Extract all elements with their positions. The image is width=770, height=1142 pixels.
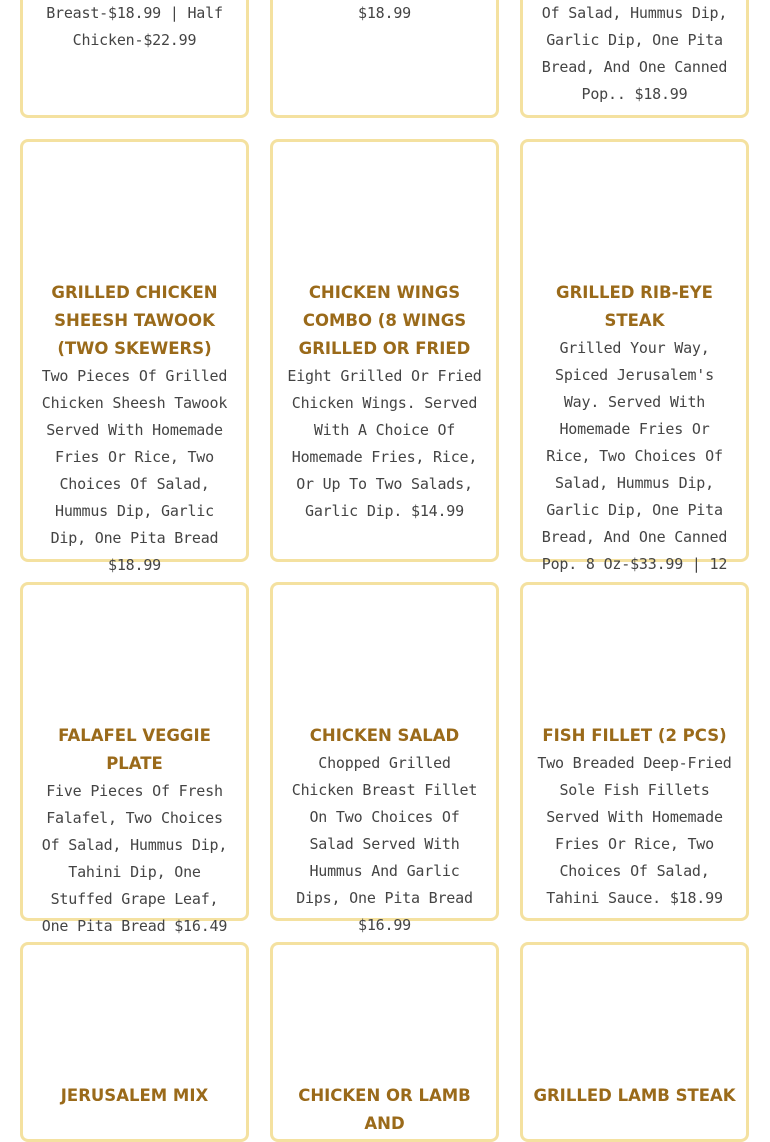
menu-item-card[interactable] <box>20 139 249 574</box>
menu-item-card[interactable] <box>520 139 749 573</box>
menu-item-card[interactable] <box>20 582 249 935</box>
menu-item-title: CHICKEN WINGS COMBO (8 WINGS GRILLED OR FRIED <box>298 283 471 358</box>
menu-item-description: Grilled Your Way, Spiced Jerusalem's Way. Served With Homemade Fries Or Rice, Two Choices Of Salad, Hummus Dip, Garlic Dip, One Pita Bread, And One Canned Pop. 8 Oz-$33.99 | 12 <box>541 339 728 573</box>
menu-item-card[interactable] <box>270 139 499 562</box>
menu-item-title: JERUSALEM MIX <box>60 1086 209 1105</box>
menu-item-description: Of Salad, Hummus Dip, Garlic Dip, One Pita Bread, And One Canned Pop.. $18.99 <box>541 4 728 103</box>
menu-item-title: CHICKEN OR LAMB AND <box>298 1086 471 1133</box>
menu-item-description: $18.99 <box>358 4 411 22</box>
menu-item-description: Eight Grilled Or Fried Chicken Wings. Served With A Choice Of Homemade Fries, Rice, Or Up To Two Salads, Garlic Dip. $14.99 <box>287 367 482 520</box>
menu-item-description: Two Pieces Of Grilled Chicken Sheesh Tawook Served With Homemade Fries Or Rice, Two Choices Of Salad, Hummus Dip, Garlic Dip, One Pita Bread $18.99 <box>41 367 228 574</box>
menu-item-card[interactable] <box>270 942 499 1142</box>
menu-item-title: CHICKEN SALAD <box>309 726 460 745</box>
menu-item-card[interactable] <box>20 0 249 118</box>
menu-item-card[interactable] <box>520 582 749 921</box>
menu-item-description: Chopped Grilled Chicken Breast Fillet On Two Choices Of Salad Served With Hummus And Garlic Dips, One Pita Bread $16.99 <box>291 754 478 934</box>
menu-item-title: GRILLED CHICKEN SHEESH TAWOOK (TWO SKEWERS) <box>51 283 218 358</box>
menu-item-card[interactable] <box>20 942 249 1142</box>
menu-item-description: Two Breaded Deep-Fried Sole Fish Fillets Served With Homemade Fries Or Rice, Two Choices Of Salad, Tahini Sauce. $18.99 <box>537 754 732 907</box>
menu-item-title: GRILLED LAMB STEAK <box>533 1086 736 1105</box>
menu-item-title: FISH FILLET (2 PCS) <box>542 726 727 745</box>
menu-item-description: Breast-$18.99 | Half Chicken-$22.99 <box>46 4 223 49</box>
menu-item-description: Five Pieces Of Fresh Falafel, Two Choices Of Salad, Hummus Dip, Tahini Dip, One Stuffed Grape Leaf, One Pita Bread $16.49 <box>41 782 228 935</box>
menu-item-card[interactable] <box>520 942 749 1142</box>
menu-item-card[interactable] <box>520 0 749 118</box>
menu-item-title: FALAFEL VEGGIE PLATE <box>58 726 211 773</box>
menu-item-title: GRILLED RIB-EYE STEAK <box>556 283 713 330</box>
menu-item-card[interactable] <box>270 0 499 118</box>
menu-item-card[interactable] <box>270 582 499 934</box>
